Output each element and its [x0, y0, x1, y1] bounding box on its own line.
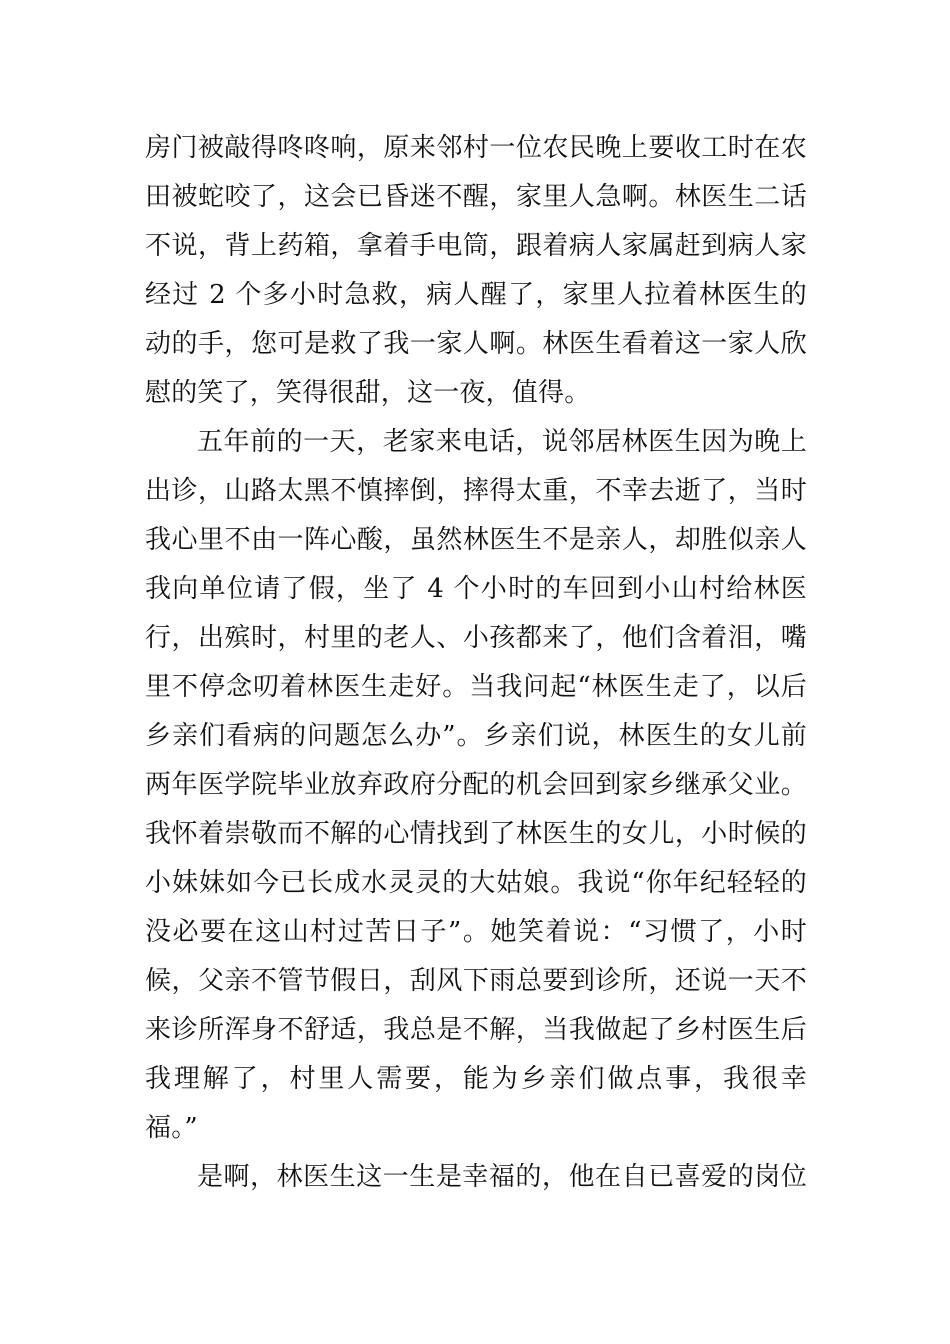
text-line-17: 没必要在这山村过苦日子”。她笑着说：“习惯了，小时: [145, 917, 807, 947]
text-line-13: 乡亲们看病的问题怎么办”。乡亲们说，林医生的女儿前: [145, 721, 807, 751]
text-line-14: 两年医学院毕业放弃政府分配的机会回到家乡继承父业。: [145, 770, 807, 800]
text-line-5: 动的手，您可是救了我一家人啊。林医生看着这一家人欣: [145, 329, 807, 359]
text-line-1: 房门被敲得咚咚响，原来邻村一位农民晚上要收工时在农: [145, 133, 807, 163]
text-line-15: 我怀着崇敬而不解的心情找到了林医生的女儿，小时候的: [145, 819, 807, 849]
text-line-2: 田被蛇咬了，这会已昏迷不醒，家里人急啊。林医生二话: [145, 182, 807, 212]
text-line-4: 经过 2 个多小时急救，病人醒了，家里人拉着林医生的: [145, 280, 807, 310]
text-line-7: 五年前的一天，老家来电话，说邻居林医生因为晚上: [197, 427, 807, 457]
text-line-12: 里不停念叨着林医生走好。当我问起“林医生走了，以后: [145, 672, 807, 702]
text-line-9: 我心里不由一阵心酸，虽然林医生不是亲人，却胜似亲人: [145, 525, 807, 555]
text-line-18: 候，父亲不管节假日，刮风下雨总要到诊所，还说一天不: [145, 966, 807, 996]
text-line-21: 福。”: [145, 1113, 198, 1143]
text-line-19: 来诊所浑身不舒适，我总是不解，当我做起了乡村医生后: [145, 1015, 807, 1045]
text-line-3: 不说，背上药箱，拿着手电筒，跟着病人家属赶到病人家: [145, 231, 807, 261]
text-line-22: 是啊，林医生这一生是幸福的，他在自已喜爱的岗位: [197, 1162, 807, 1192]
text-line-10: 我向单位请了假，坐了 4 个小时的车回到小山村给林医: [145, 574, 807, 604]
text-line-11: 行，出殡时，村里的老人、小孩都来了，他们含着泪，嘴: [145, 623, 807, 653]
text-line-6: 慰的笑了，笑得很甜，这一夜，值得。: [145, 378, 591, 408]
text-line-20: 我理解了，村里人需要，能为乡亲们做点事，我很幸: [145, 1064, 807, 1094]
text-line-8: 出诊，山路太黑不慎摔倒，摔得太重，不幸去逝了，当时: [145, 476, 807, 506]
text-line-16: 小妹妹如今已长成水灵灵的大姑娘。我说“你年纪轻轻的: [145, 868, 807, 898]
